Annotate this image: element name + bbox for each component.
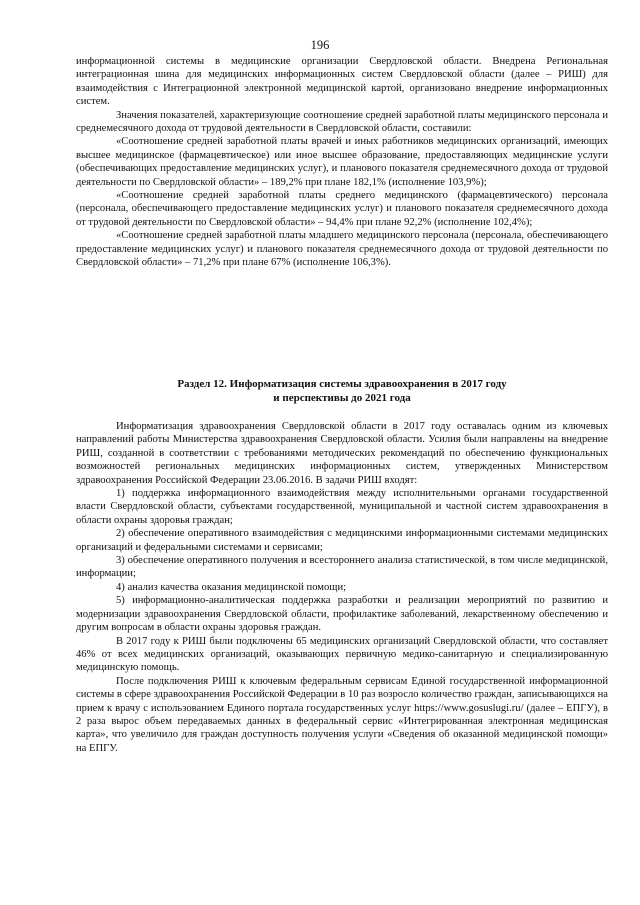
paragraph: «Соотношение средней заработной платы среднего медицинского (фармацевтического) персонала (персонала, обеспечивающего предоставление медицинских услуг) и планового показателя среднемесячного дохода от трудовой деятельности по Свердловской области» – 94,4% при плане 92,2% (исполнение 102,4%); bbox=[76, 190, 608, 228]
section-heading-line2: и перспективы до 2021 года bbox=[273, 392, 411, 404]
paragraph: Информатизация здравоохранения Свердловской области в 2017 году оставалась одним из ключевых направлений работы Министерства здравоохранения Свердловской области. Усилия были направлены на внедрение РИШ, созданной в соответствии с требованиями методических рекомендаций по обеспечению функциональных возможностей региональных медицинских информационных систем, утвержденных Министерством здравоохранения Российской Федерации 23.06.2016. В задачи РИШ входят: bbox=[76, 421, 608, 486]
top-text-block bbox=[76, 55, 608, 270]
paragraph: После подключения РИШ к ключевым федеральным сервисам Единой государственной информационной системы в сфере здравоохранения Российской Федерации в 10 раз возросло количество граждан, записывающихся на прием к врачу с использованием Единого портала государственных услуг https://www.gosuslugi.ru/ (далее – ЕПГУ), в 2 раза вырос объем передаваемых данных в федеральный сервис «Интегрированная электронная медицинская карта», что увеличило для граждан доступность получения услуги «Сведения об оказанной медицинской помощи» на ЕПГУ. bbox=[76, 675, 608, 754]
paragraph: «Соотношение средней заработной платы врачей и иных работников медицинских организаций, имеющих высшее медицинское (фармацевтическое) или иное высшее образование, предоставляющих медицинские услуги (обеспечивающих предоставление медицинских услуг), и планового показателя среднемесячного дохода от трудовой деятельности по Свердловской области» – 189,2% при плане 182,1% (исполнение 103,9%); bbox=[76, 136, 608, 188]
list-item: 2) обеспечение оперативного взаимодействия с медицинскими информационными системами медицинских организаций и федеральными системами и сервисами; bbox=[76, 528, 608, 553]
section-heading bbox=[76, 377, 608, 405]
paragraph: Значения показателей, характеризующие соотношение средней заработной платы медицинского персонала и среднемесячного дохода от трудовой деятельности в Свердловской области, составили: bbox=[76, 109, 608, 135]
list-item: 4) анализ качества оказания медицинской помощи; bbox=[116, 581, 347, 593]
list-item: 5) информационно-аналитическая поддержка разработки и реализации мероприятий по развитию и модернизации здравоохранения Свердловской области, профилактике заболеваний, лекарственному обеспечению и другим вопросам в области охраны здоровья граждан. bbox=[76, 595, 608, 634]
paragraph: информационной системы в медицинские организации Свердловской области. Внедрена Региональная интеграционная шина для медицинских информационных систем Свердловской области (далее – РИШ) для взаимодействия с Интеграционной электронной медицинской картой, организовано внедрение информационных систем. bbox=[76, 56, 608, 108]
bottom-text-block bbox=[76, 420, 608, 755]
list-item: 3) обеспечение оперативного получения и всестороннего анализа статистической, в том числе медицинской, информации; bbox=[76, 555, 608, 580]
section-heading-line1: Раздел 12. Информатизация системы здравоохранения в 2017 году bbox=[177, 378, 507, 390]
list-item: 1) поддержка информационного взаимодействия между исполнительными органами государственной власти Свердловской области, субъектами государственной, муниципальной и частной систем здравоохранения в области охраны здоровья граждан; bbox=[76, 488, 608, 526]
paragraph: «Соотношение средней заработной платы младшего медицинского персонала (персонала, обеспечивающего предоставление медицинских услуг) и планового показателя среднемесячного дохода от трудовой деятельности по Свердловской области» – 71,2% при плане 67% (исполнение 106,3%). bbox=[76, 230, 608, 269]
page-number: 196 bbox=[310, 38, 330, 52]
paragraph: В 2017 году к РИШ были подключены 65 медицинских организаций Свердловской области, что составляет 46% от всех медицинских организаций, оказывающих первичную медико-санитарную и специализированную медицинскую помощь. bbox=[76, 635, 608, 674]
